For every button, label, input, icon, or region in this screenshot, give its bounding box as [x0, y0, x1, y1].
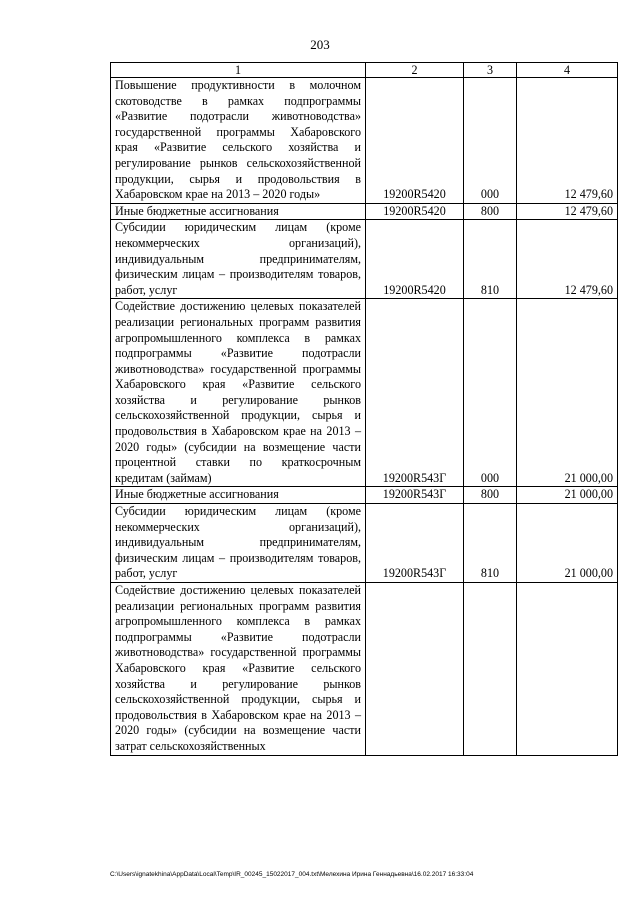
row-subcode-cell: 810: [464, 504, 517, 583]
row-sum-cell: 21 000,00: [517, 504, 618, 583]
row-name-cell: Иные бюджетные ассигнования: [111, 487, 366, 504]
row-name-cell: Субсидии юридическим лицам (кроме некоммерческих организаций), индивидуальным предпринимателям, физическим лицам – производителям товаров, работ, услуг: [111, 220, 366, 299]
row-name-cell: Повышение продуктивности в молочном скотоводстве в рамках подпрограммы «Развитие подотрасли животноводства» государственной программы Хабаровского края «Развитие сельского хозяйства и регулирование рынков сельскохозяйственной продукции, сырья и продовольствия в Хабаровском крае на 2013 – 2020 годы»: [111, 78, 366, 204]
row-subcode-cell: 000: [464, 299, 517, 487]
row-subcode-cell: 800: [464, 203, 517, 220]
row-code-cell: 19200R543Г: [366, 504, 464, 583]
row-name-cell: Содействие достижению целевых показателей реализации региональных программ развития агропромышленного комплекса в рамках подпрограммы «Развитие подотрасли животноводства» государственной программы Хабаровского края «Развитие сельского хозяйства и регулирование рынков сельскохозяйственной продукции, сырья и продовольствия в Хабаровском крае на 2013 – 2020 годы» (субсидии на возмещение части затрат сельскохозяйственных: [111, 583, 366, 756]
column-header-4: 4: [517, 63, 618, 78]
table-row: [111, 78, 618, 204]
column-header-3: 3: [464, 63, 517, 78]
row-subcode-cell: 800: [464, 487, 517, 504]
column-header-1: 1: [111, 63, 366, 78]
row-name-cell: Содействие достижению целевых показателей реализации региональных программ развития агропромышленного комплекса в рамках подпрограммы «Развитие подотрасли животноводства» государственной программы Хабаровского края «Развитие сельского хозяйства и регулирование рынков сельскохозяйственной продукции, сырья и продовольствия в Хабаровском крае на 2013 – 2020 годы» (субсидии на возмещение части процентной ставки по краткосрочным кредитам (займам): [111, 299, 366, 487]
table-row: [111, 504, 618, 583]
row-code-cell: 19200R543Г: [366, 299, 464, 487]
table-row: [111, 299, 618, 487]
row-code-cell: [366, 583, 464, 756]
column-header-row: [111, 63, 618, 78]
budget-table: [110, 62, 618, 756]
row-sum-cell: 12 479,60: [517, 220, 618, 299]
row-code-cell: 19200R543Г: [366, 487, 464, 504]
table-row: [111, 203, 618, 220]
page-number: 203: [310, 37, 330, 52]
row-sum-cell: 21 000,00: [517, 487, 618, 504]
row-sum-cell: 21 000,00: [517, 299, 618, 487]
file-path-footer: C:\Users\ignatekhina\AppData\Local\Temp\IR_00245_15022017_004.txt\Мелехина Ирина Геннадьевна\16.02.2017 16:33:04: [110, 871, 474, 878]
row-subcode-cell: 810: [464, 220, 517, 299]
row-sum-cell: 12 479,60: [517, 78, 618, 204]
row-sum-cell: [517, 583, 618, 756]
row-code-cell: 19200R5420: [366, 203, 464, 220]
row-name-cell: Иные бюджетные ассигнования: [111, 203, 366, 220]
column-header-2: 2: [366, 63, 464, 78]
row-code-cell: 19200R5420: [366, 78, 464, 204]
row-sum-cell: 12 479,60: [517, 203, 618, 220]
table-row: [111, 487, 618, 504]
row-subcode-cell: 000: [464, 78, 517, 204]
table-row: [111, 220, 618, 299]
row-subcode-cell: [464, 583, 517, 756]
table-row: [111, 583, 618, 756]
row-code-cell: 19200R5420: [366, 220, 464, 299]
row-name-cell: Субсидии юридическим лицам (кроме некоммерческих организаций), индивидуальным предпринимателям, физическим лицам – производителям товаров, работ, услуг: [111, 504, 366, 583]
